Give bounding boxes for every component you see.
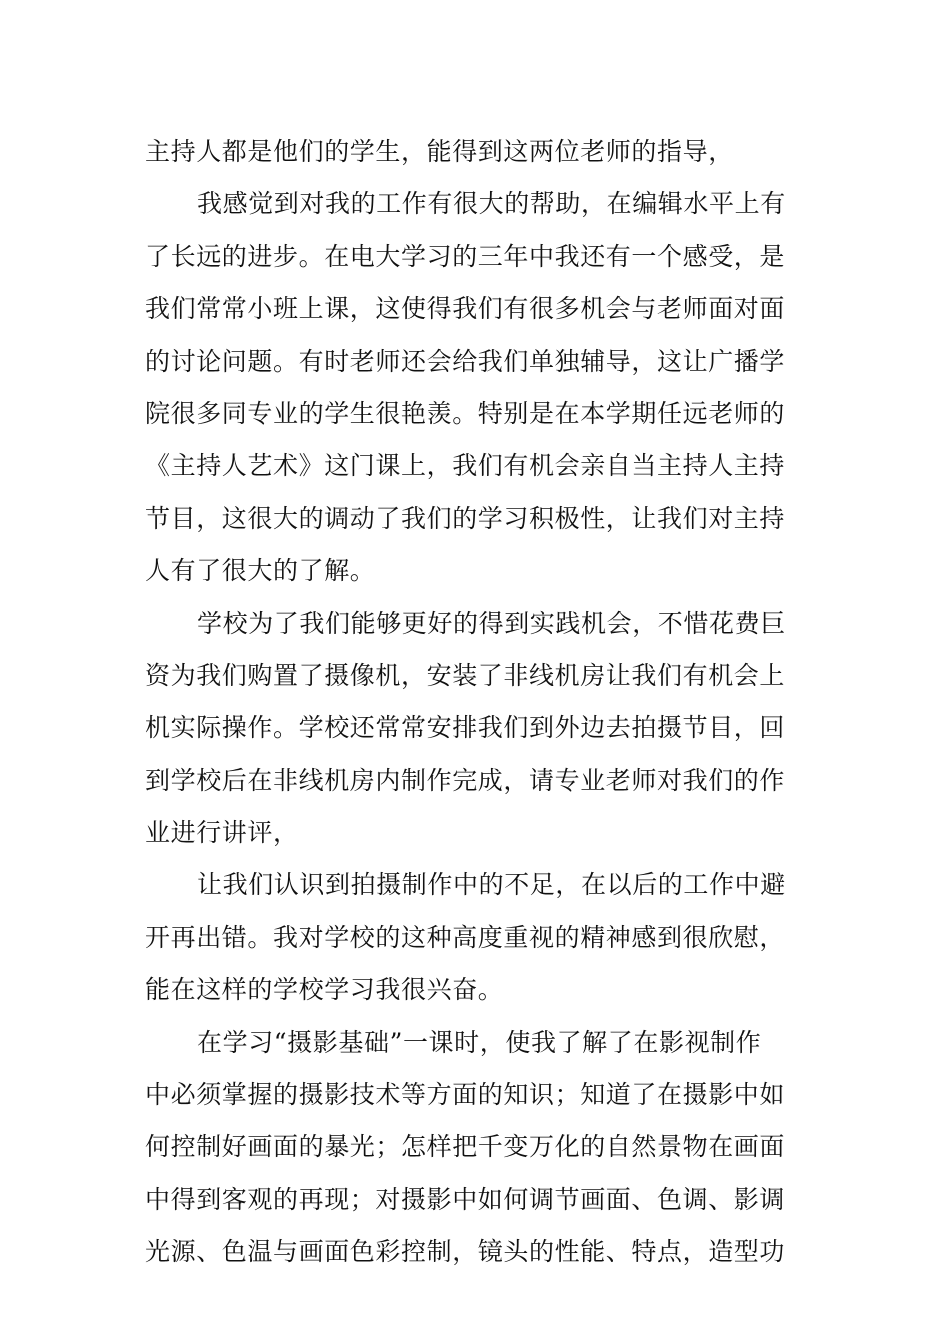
text-line: 节目，这很大的调动了我们的学习积极性，让我们对主持 — [145, 503, 786, 533]
text-line: 在学习“摄影基础”一课时，使我了解了在影视制作 — [197, 1027, 762, 1057]
text-line: 机实际操作。学校还常常安排我们到外边去拍摄节目，回 — [145, 713, 786, 743]
text-line: 资为我们购置了摄像机，安装了非线机房让我们有机会上 — [145, 660, 786, 690]
text-line: 中必须掌握的摄影技术等方面的知识；知道了在摄影中如 — [145, 1080, 786, 1110]
text-line: 到学校后在非线机房内制作完成，请专业老师对我们的作 — [145, 765, 786, 795]
text-line: 的讨论问题。有时老师还会给我们单独辅导，这让广播学 — [145, 346, 786, 376]
text-line: 人有了很大的了解。 — [145, 556, 376, 586]
text-line: 主持人都是他们的学生，能得到这两位老师的指导， — [145, 137, 734, 166]
text-line: 我感觉到对我的工作有很大的帮助，在编辑水平上有 — [197, 189, 786, 219]
text-line: 学校为了我们能够更好的得到实践机会，不惜花费巨 — [197, 608, 786, 638]
text-line: 了长远的进步。在电大学习的三年中我还有一个感受，是 — [145, 241, 786, 271]
text-line: 开再出错。我对学校的这种高度重视的精神感到很欣慰， — [145, 922, 786, 952]
body-text — [145, 126, 810, 1279]
text-line: 我们常常小班上课，这使得我们有很多机会与老师面对面 — [145, 294, 786, 324]
text-line: 《主持人艺术》这门课上，我们有机会亲自当主持人主持 — [145, 451, 786, 481]
text-line: 院很多同专业的学生很艳羡。特别是在本学期任远老师的 — [145, 398, 786, 428]
text-line: 中得到客观的再现；对摄影中如何调节画面、色调、影调 — [145, 1184, 786, 1214]
text-line: 让我们认识到拍摄制作中的不足，在以后的工作中避 — [197, 870, 786, 900]
text-line: 光源、色温与画面色彩控制，镜头的性能、特点，造型功 — [145, 1237, 786, 1267]
text-line: 何控制好画面的暴光；怎样把千变万化的自然景物在画面 — [145, 1132, 786, 1162]
text-line: 能在这样的学校学习我很兴奋。 — [145, 975, 504, 1005]
text-line: 业进行讲评， — [145, 818, 299, 848]
